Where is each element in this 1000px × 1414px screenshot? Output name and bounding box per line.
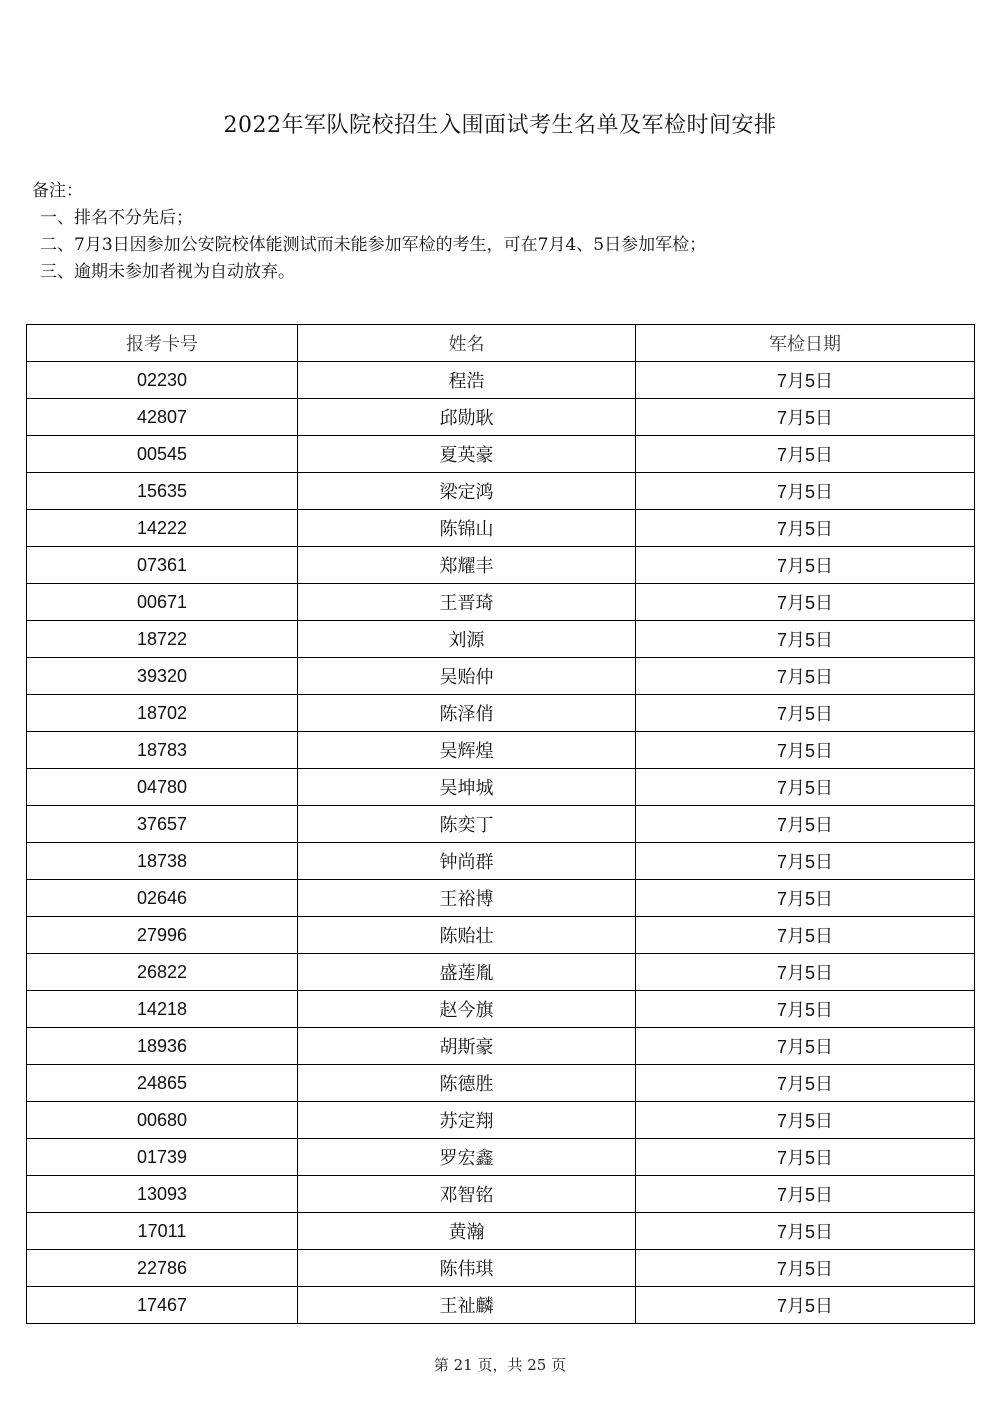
cell-card-number: 22786 (27, 1250, 298, 1287)
cell-exam-date: 7月5日 (636, 436, 975, 473)
table-row (27, 399, 975, 436)
table-row (27, 991, 975, 1028)
table-row (27, 880, 975, 917)
header-exam-date: 军检日期 (636, 325, 975, 362)
cell-card-number: 17467 (27, 1287, 298, 1324)
cell-exam-date: 7月5日 (636, 658, 975, 695)
note-line-3: 三、逾期未参加者视为自动放弃。 (40, 262, 295, 282)
cell-name: 陈奕丁 (298, 806, 636, 843)
cell-card-number: 00671 (27, 584, 298, 621)
cell-card-number: 18783 (27, 732, 298, 769)
cell-card-number: 02646 (27, 880, 298, 917)
cell-card-number: 04780 (27, 769, 298, 806)
cell-name: 吴辉煌 (298, 732, 636, 769)
table-row (27, 436, 975, 473)
cell-exam-date: 7月5日 (636, 806, 975, 843)
document-title: 2022年军队院校招生入围面试考生名单及军检时间安排 (223, 113, 777, 138)
cell-exam-date: 7月5日 (636, 880, 975, 917)
cell-card-number: 27996 (27, 917, 298, 954)
cell-name: 苏定翔 (298, 1102, 636, 1139)
cell-name: 邱勋耿 (298, 399, 636, 436)
cell-card-number: 18702 (27, 695, 298, 732)
table-row (27, 917, 975, 954)
cell-card-number: 02230 (27, 362, 298, 399)
candidate-table (26, 324, 975, 1324)
cell-exam-date: 7月5日 (636, 1176, 975, 1213)
cell-exam-date: 7月5日 (636, 1028, 975, 1065)
cell-name: 赵今旗 (298, 991, 636, 1028)
table-row (27, 473, 975, 510)
cell-name: 王裕博 (298, 880, 636, 917)
cell-name: 王晋琦 (298, 584, 636, 621)
cell-name: 王祉麟 (298, 1287, 636, 1324)
table-row (27, 1250, 975, 1287)
cell-name: 陈贻壮 (298, 917, 636, 954)
cell-name: 罗宏鑫 (298, 1139, 636, 1176)
cell-card-number: 17011 (27, 1213, 298, 1250)
cell-name: 陈锦山 (298, 510, 636, 547)
cell-name: 梁定鸿 (298, 473, 636, 510)
cell-name: 郑耀丰 (298, 547, 636, 584)
cell-exam-date: 7月5日 (636, 621, 975, 658)
cell-name: 胡斯豪 (298, 1028, 636, 1065)
table-row (27, 1213, 975, 1250)
cell-card-number: 14222 (27, 510, 298, 547)
cell-card-number: 24865 (27, 1065, 298, 1102)
cell-card-number: 00545 (27, 436, 298, 473)
cell-card-number: 18738 (27, 843, 298, 880)
cell-card-number: 14218 (27, 991, 298, 1028)
cell-card-number: 42807 (27, 399, 298, 436)
cell-exam-date: 7月5日 (636, 732, 975, 769)
cell-exam-date: 7月5日 (636, 769, 975, 806)
cell-name: 盛莲胤 (298, 954, 636, 991)
table-row (27, 1287, 975, 1324)
cell-card-number: 18722 (27, 621, 298, 658)
cell-exam-date: 7月5日 (636, 695, 975, 732)
cell-card-number: 01739 (27, 1139, 298, 1176)
cell-name: 黄瀚 (298, 1213, 636, 1250)
table-row (27, 621, 975, 658)
note-line-1: 一、排名不分先后； (40, 208, 193, 228)
cell-exam-date: 7月5日 (636, 917, 975, 954)
cell-name: 陈伟琪 (298, 1250, 636, 1287)
cell-exam-date: 7月5日 (636, 399, 975, 436)
cell-name: 邓智铭 (298, 1176, 636, 1213)
cell-card-number: 37657 (27, 806, 298, 843)
cell-exam-date: 7月5日 (636, 547, 975, 584)
cell-card-number: 07361 (27, 547, 298, 584)
table-header-row (27, 325, 975, 362)
cell-name: 钟尚群 (298, 843, 636, 880)
cell-card-number: 39320 (27, 658, 298, 695)
cell-card-number: 18936 (27, 1028, 298, 1065)
notes-heading: 备注： (32, 181, 83, 201)
table-row (27, 843, 975, 880)
cell-name: 程浩 (298, 362, 636, 399)
table-row (27, 1176, 975, 1213)
cell-exam-date: 7月5日 (636, 1065, 975, 1102)
cell-card-number: 13093 (27, 1176, 298, 1213)
cell-name: 吴坤城 (298, 769, 636, 806)
cell-exam-date: 7月5日 (636, 991, 975, 1028)
cell-exam-date: 7月5日 (636, 1213, 975, 1250)
table-row (27, 1028, 975, 1065)
table-row (27, 769, 975, 806)
cell-exam-date: 7月5日 (636, 510, 975, 547)
cell-exam-date: 7月5日 (636, 1102, 975, 1139)
table-row (27, 1065, 975, 1102)
cell-card-number: 15635 (27, 473, 298, 510)
cell-exam-date: 7月5日 (636, 362, 975, 399)
cell-exam-date: 7月5日 (636, 954, 975, 991)
table-row (27, 510, 975, 547)
cell-exam-date: 7月5日 (636, 1287, 975, 1324)
table-row (27, 547, 975, 584)
table-row (27, 695, 975, 732)
table-row (27, 584, 975, 621)
header-name: 姓名 (298, 325, 636, 362)
cell-name: 夏英豪 (298, 436, 636, 473)
cell-exam-date: 7月5日 (636, 584, 975, 621)
header-card-number: 报考卡号 (27, 325, 298, 362)
cell-name: 吴贻仲 (298, 658, 636, 695)
cell-exam-date: 7月5日 (636, 1139, 975, 1176)
table-row (27, 1139, 975, 1176)
cell-card-number: 26822 (27, 954, 298, 991)
notes-section (32, 178, 706, 286)
cell-card-number: 00680 (27, 1102, 298, 1139)
cell-exam-date: 7月5日 (636, 843, 975, 880)
cell-exam-date: 7月5日 (636, 473, 975, 510)
page-footer: 第 21 页，共 25 页 (433, 1356, 567, 1374)
table-row (27, 732, 975, 769)
cell-name: 陈泽俏 (298, 695, 636, 732)
table-row (27, 806, 975, 843)
table-body (27, 362, 975, 1324)
cell-name: 刘源 (298, 621, 636, 658)
table-row (27, 658, 975, 695)
cell-exam-date: 7月5日 (636, 1250, 975, 1287)
note-line-2: 二、7月3日因参加公安院校体能测试而未能参加军检的考生，可在7月4、5日参加军检； (40, 235, 707, 255)
table-row (27, 362, 975, 399)
cell-name: 陈德胜 (298, 1065, 636, 1102)
table-row (27, 1102, 975, 1139)
table-row (27, 954, 975, 991)
